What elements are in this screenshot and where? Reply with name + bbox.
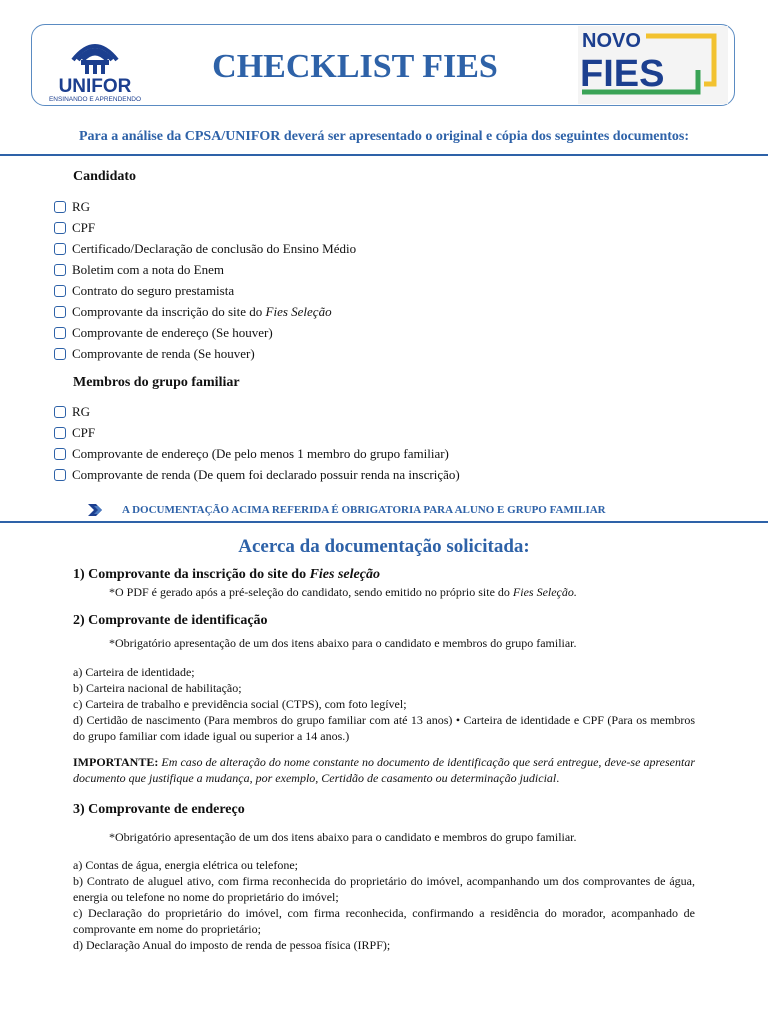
checklist-item-seguro[interactable]: Contrato do seguro prestamista xyxy=(54,282,234,300)
familia-item-renda[interactable]: Comprovante de renda (De quem foi declarado possuir renda na inscrição) xyxy=(54,466,460,484)
checkbox[interactable] xyxy=(54,222,66,234)
page-title: CHECKLIST FIES xyxy=(212,48,498,85)
list-item: c) Declaração do proprietário do imóvel, com firma reconhecida, confirmando a residência do morador, acompanhado de comprovante em nome do proprietário; xyxy=(73,906,695,936)
list-item: b) Contrato de aluguel ativo, com firma reconhecida do proprietário do imóvel, acompanhando um dos comprovantes de água, energia ou telefone no nome do proprietário do imóvel; xyxy=(73,874,695,904)
list-item: b) Carteira nacional de habilitação; xyxy=(73,681,242,695)
section-3-title: 3) Comprovante de endereço xyxy=(73,802,245,817)
list-item: c) Carteira de trabalho e previdência social (CTPS), com foto legível; xyxy=(73,697,407,711)
checklist-item-rg[interactable]: RG xyxy=(54,198,90,216)
checkbox[interactable] xyxy=(54,427,66,439)
list-item: a) Carteira de identidade; xyxy=(73,665,195,679)
checklist-item-inscricao[interactable]: Comprovante da inscrição do site do Fies Seleção xyxy=(54,303,332,321)
unifor-logo-name: UNIFOR xyxy=(58,76,132,97)
section-1-note: *O PDF é gerado após a pré-seleção do candidato, sendo emitido no próprio site do Fies Seleção. xyxy=(109,585,577,599)
checklist-item-endereco[interactable]: Comprovante de endereço (Se houver) xyxy=(54,324,273,342)
important-note: IMPORTANTE: Em caso de alteração do nome constante no documento de identificação que será entregue, deve-se apresentar documento que justifique a mudança, por exemplo, Certidão de casamento ou determinação judicial. xyxy=(73,755,696,785)
checkbox[interactable] xyxy=(54,243,66,255)
checklist-item-cpf[interactable]: CPF xyxy=(54,219,95,237)
section-2-title: 2) Comprovante de identificação xyxy=(73,613,268,628)
checkbox[interactable] xyxy=(54,264,66,276)
checklist-item-renda[interactable]: Comprovante de renda (Se houver) xyxy=(54,345,255,363)
unifor-logo-tagline: ENSINANDO E APRENDENDO xyxy=(48,96,142,103)
section-2-note: *Obrigatório apresentação de um dos itens abaixo para o candidato e membros do grupo familiar. xyxy=(109,636,577,650)
unifor-emblem-icon xyxy=(45,30,145,78)
fies-logo-line2: FIES xyxy=(580,53,665,95)
checkbox[interactable] xyxy=(54,448,66,460)
section-2-list xyxy=(73,664,695,744)
checkbox[interactable] xyxy=(54,306,66,318)
notice-text: A DOCUMENTAÇÃO ACIMA REFERIDA É OBRIGATORIA PARA ALUNO E GRUPO FAMILIAR xyxy=(122,504,606,516)
section-1-title: 1) Comprovante da inscrição do site do Fies seleção xyxy=(73,567,380,582)
list-item: a) Contas de água, energia elétrica ou telefone; xyxy=(73,858,299,872)
divider-top xyxy=(0,154,768,156)
candidato-heading: Candidato xyxy=(73,169,137,184)
checklist-item-certificado[interactable]: Certificado/Declaração de conclusão do Ensino Médio xyxy=(54,240,356,258)
list-item: d) Certidão de nascimento (Para membros do grupo familiar com até 13 anos) • Carteira de identidade e CPF (Para os membros do grupo familiar com idade igual ou superior a 14 anos.) xyxy=(73,713,695,743)
notice-banner xyxy=(88,503,606,517)
list-item: d) Declaração Anual do imposto de renda de pessoa física (IRPF); xyxy=(73,938,391,952)
section-3-note: *Obrigatório apresentação de um dos itens abaixo para o candidato e membros do grupo familiar. xyxy=(109,830,577,844)
familia-heading: Membros do grupo familiar xyxy=(73,375,240,390)
checkbox[interactable] xyxy=(54,201,66,213)
familia-item-endereco[interactable]: Comprovante de endereço (De pelo menos 1 membro do grupo familiar) xyxy=(54,445,449,463)
checkbox[interactable] xyxy=(54,469,66,481)
fies-logo-line1: NOVO xyxy=(582,30,641,52)
arrow-bullet-icon xyxy=(88,504,106,516)
intro-text: Para a análise da CPSA/UNIFOR deverá ser apresentado o original e cópia dos seguintes documentos: xyxy=(78,129,690,144)
checkbox[interactable] xyxy=(54,406,66,418)
about-heading: Acerca da documentação solicitada: xyxy=(238,536,530,557)
section-3-list xyxy=(73,857,695,953)
novo-fies-logo xyxy=(578,26,728,104)
checkbox[interactable] xyxy=(54,348,66,360)
unifor-logo xyxy=(45,30,145,104)
familia-item-rg[interactable]: RG xyxy=(54,403,90,421)
familia-item-cpf[interactable]: CPF xyxy=(54,424,95,442)
checkbox[interactable] xyxy=(54,327,66,339)
divider-middle xyxy=(0,521,768,523)
checklist-item-boletim[interactable]: Boletim com a nota do Enem xyxy=(54,261,224,279)
checkbox[interactable] xyxy=(54,285,66,297)
